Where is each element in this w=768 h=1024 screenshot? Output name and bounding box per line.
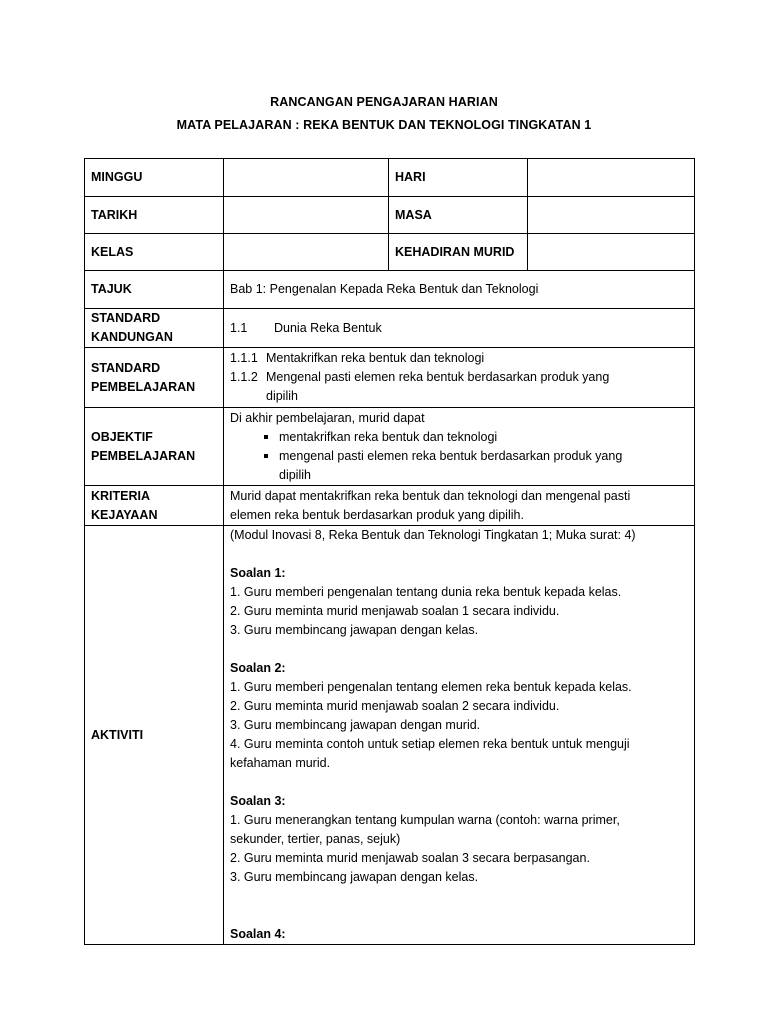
masa-value — [528, 197, 695, 234]
kelas-value — [224, 234, 389, 271]
soalan-2-title: Soalan 2: — [230, 661, 286, 675]
standard-pembelajaran-label-line2: PEMBELAJARAN — [91, 379, 196, 394]
kriteria-line: Murid dapat mentakrifkan reka bentuk dan teknologi dan mengenal pasti — [230, 488, 631, 503]
lesson-plan-table — [84, 158, 695, 945]
soalan-2-line: kefahaman murid. — [230, 756, 331, 770]
soalan-3-line: 2. Guru meminta murid menjawab soalan 3 secara berpasangan. — [230, 851, 590, 865]
row-tarikh — [85, 197, 695, 234]
item-text: Mentakrifkan reka bentuk dan teknologi — [266, 351, 485, 365]
row-objektif-pembelajaran — [85, 408, 695, 486]
row-aktiviti — [85, 526, 695, 945]
kehadiran-label: KEHADIRAN MURID — [389, 234, 528, 271]
aktiviti-value — [224, 526, 695, 945]
row-standard-pembelajaran — [85, 348, 695, 408]
standard-pembelajaran-value — [224, 348, 695, 408]
item-number: 1.1.2 — [230, 370, 258, 384]
standard-pembelajaran-label-line1: STANDARD — [91, 360, 161, 375]
row-kriteria-kejayaan — [85, 486, 695, 526]
standard-pembelajaran-item — [230, 368, 690, 387]
tarikh-value — [224, 197, 389, 234]
subject-title: MATA PELAJARAN : REKA BENTUK DAN TEKNOLOGI TINGKATAN 1 — [176, 118, 592, 132]
aktiviti-reference: (Modul Inovasi 8, Reka Bentuk dan Teknologi Tingkatan 1; Muka surat: 4) — [230, 528, 636, 542]
kriteria-label-line2: KEJAYAAN — [91, 507, 158, 522]
kriteria-kejayaan-label — [85, 486, 224, 526]
soalan-3-line: 1. Guru menerangkan tentang kumpulan warna (contoh: warna primer, — [230, 813, 620, 827]
standard-kandungan-number: 1.1 — [230, 320, 248, 335]
soalan-1-line: 3. Guru membincang jawapan dengan kelas. — [230, 623, 479, 637]
hari-label: HARI — [389, 159, 528, 197]
aktiviti-label: AKTIVITI — [85, 526, 224, 945]
tajuk-value: Bab 1: Pengenalan Kepada Reka Bentuk dan Teknologi — [224, 271, 695, 309]
soalan-2-line: 3. Guru membincang jawapan dengan murid. — [230, 718, 481, 732]
tarikh-label: TARIKH — [85, 197, 224, 234]
minggu-label: MINGGU — [85, 159, 224, 197]
kelas-label: KELAS — [85, 234, 224, 271]
standard-pembelajaran-label — [85, 348, 224, 408]
soalan-2-line: 2. Guru meminta murid menjawab soalan 2 secara individu. — [230, 699, 560, 713]
standard-kandungan-label-line1: STANDARD — [91, 311, 161, 325]
row-standard-kandungan — [85, 309, 695, 348]
soalan-1-line: 1. Guru memberi pengenalan tentang dunia reka bentuk kepada kelas. — [230, 585, 622, 599]
kriteria-line: elemen reka bentuk berdasarkan produk yang dipilih. — [230, 507, 524, 522]
objektif-pembelajaran-label — [85, 408, 224, 486]
item-text: Mengenal pasti elemen reka bentuk berdasarkan produk yang — [266, 370, 610, 384]
objektif-pembelajaran-value — [224, 408, 695, 486]
soalan-2-line: 4. Guru meminta contoh untuk setiap elemen reka bentuk untuk menguji — [230, 737, 630, 751]
soalan-3-line: sekunder, tertier, panas, sejuk) — [230, 832, 401, 846]
row-minggu — [85, 159, 695, 197]
soalan-3-line: 3. Guru membincang jawapan dengan kelas. — [230, 870, 479, 884]
standard-kandungan-label — [85, 309, 224, 348]
soalan-1-line: 2. Guru meminta murid menjawab soalan 1 secara individu. — [230, 604, 560, 618]
objektif-item-continuation: dipilih — [279, 467, 311, 482]
soalan-1-title: Soalan 1: — [230, 566, 286, 580]
objektif-label-line2: PEMBELAJARAN — [91, 448, 196, 463]
minggu-value — [224, 159, 389, 197]
objektif-item — [264, 447, 690, 485]
standard-pembelajaran-item — [230, 349, 690, 368]
objektif-intro: Di akhir pembelajaran, murid dapat — [230, 410, 425, 425]
item-number: 1.1.1 — [230, 351, 258, 365]
row-tajuk — [85, 271, 695, 309]
row-kelas — [85, 234, 695, 271]
objektif-item-text: mentakrifkan reka bentuk dan teknologi — [279, 429, 498, 444]
masa-label: MASA — [389, 197, 528, 234]
soalan-3-title: Soalan 3: — [230, 794, 286, 808]
standard-kandungan-text: Dunia Reka Bentuk — [274, 320, 382, 335]
item-text-continuation: dipilih — [266, 389, 298, 403]
soalan-4-title: Soalan 4: — [230, 927, 286, 941]
hari-value — [528, 159, 695, 197]
objektif-list — [230, 428, 690, 485]
objektif-item-text: mengenal pasti elemen reka bentuk berdasarkan produk yang — [279, 448, 623, 463]
soalan-2-line: 1. Guru memberi pengenalan tentang elemen reka bentuk kepada kelas. — [230, 680, 632, 694]
standard-kandungan-value — [224, 309, 695, 348]
kriteria-kejayaan-value — [224, 486, 695, 526]
kriteria-label-line1: KRITERIA — [91, 488, 151, 503]
kehadiran-value — [528, 234, 695, 271]
objektif-label-line1: OBJEKTIF — [91, 429, 153, 444]
document-title: RANCANGAN PENGAJARAN HARIAN — [270, 95, 498, 109]
standard-kandungan-label-line2: KANDUNGAN — [91, 330, 173, 344]
objektif-item — [264, 428, 690, 447]
tajuk-label: TAJUK — [85, 271, 224, 309]
